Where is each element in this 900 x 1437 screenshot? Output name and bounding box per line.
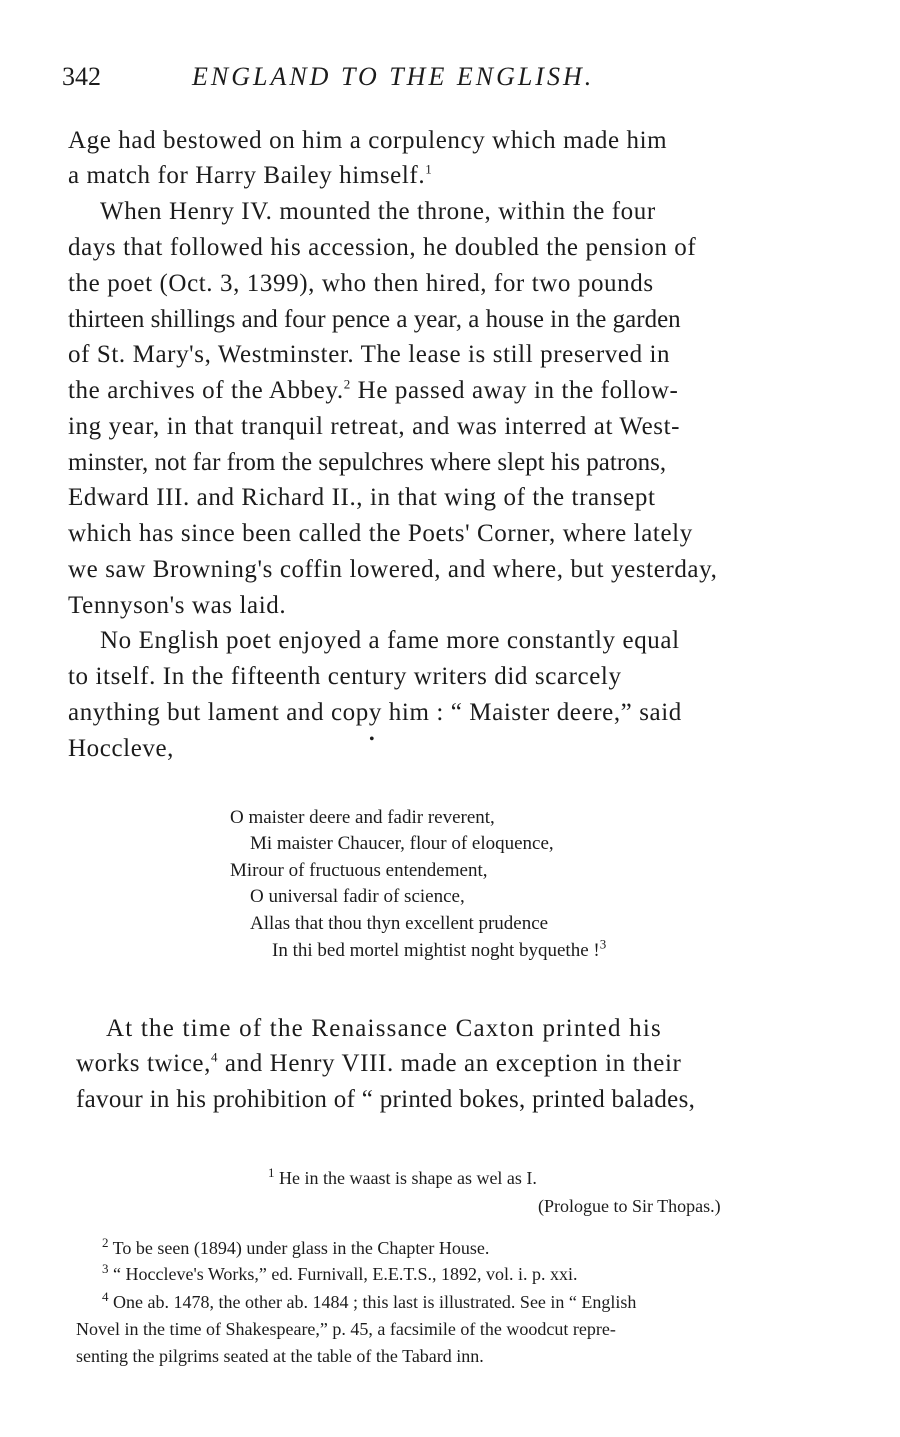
body-line: ing year, in that tranquil retreat, and was interred at West- <box>68 413 681 440</box>
body-line: anything but lament and copy him : “ Maister deere,” said <box>68 699 682 726</box>
footnote-4-continued: senting the pilgrims seated at the table of the Tabard inn. <box>76 1346 484 1366</box>
body-line: which has since been called the Poets' Corner, where lately <box>68 520 693 547</box>
body-line: Age had bestowed on him a corpulency which made him <box>68 127 668 154</box>
footnote-1-source: (Prologue to Sir Thopas.) <box>538 1196 721 1216</box>
verse-line: Mi maister Chaucer, flour of eloquence, <box>250 833 554 854</box>
body-line: we saw Browning's coffin lowered, and where, but yesterday, <box>68 556 718 583</box>
verse-line: Allas that thou thyn excellent prudence <box>250 913 549 934</box>
stray-mark: • <box>369 731 375 748</box>
body-line: the poet (Oct. 3, 1399), who then hired, for two pounds <box>68 270 654 297</box>
verse-line: Mirour of fructuous entendement, <box>230 860 488 881</box>
body-line: to itself. In the fifteenth century writers did scarcely <box>68 663 622 690</box>
verse-line: O maister deere and fadir reverent, <box>230 807 495 828</box>
footnote-3: $^3$ “ Hoccleve's Works,” ed. Furnivall, E.E.T.S., 1892, vol. i. p. xxi. <box>102 1261 578 1284</box>
paragraph-start-line: No English poet enjoyed a fame more constantly equal <box>100 627 680 654</box>
verse-line: O universal fadir of science, <box>250 886 465 907</box>
footnote-ref: 1 <box>425 161 433 177</box>
body-line: thirteen shillings and four pence a year, a house in the garden <box>68 306 681 333</box>
body-line: of St. Mary's, Westminster. The lease is still preserved in <box>68 341 671 368</box>
body-line: favour in his prohibition of “ printed bokes, printed balades, <box>76 1086 696 1113</box>
body-line: Hoccleve, <box>68 735 175 762</box>
body-line: Tennyson's was laid. <box>68 592 287 619</box>
footnote-ref: 2 <box>343 376 351 392</box>
body-line: a match for Harry Bailey himself.$^1$ <box>68 161 433 189</box>
footnote-4-continued: Novel in the time of Shakespeare,” p. 45, a facsimile of the woodcut repre- <box>76 1319 616 1339</box>
page-number: 342 <box>62 62 101 91</box>
verse-line: In thi bed mortel mightist noght byquethe !$^3$ <box>272 936 607 961</box>
running-title: ENGLAND TO THE ENGLISH. <box>192 62 595 91</box>
body-line: works twice,$^4$ and Henry VIII. made an exception in their <box>76 1049 682 1077</box>
body-line: the archives of the Abbey.$^2$ He passed away in the follow- <box>68 376 679 404</box>
body-line: Edward III. and Richard II., in that wing of the transept <box>68 484 656 511</box>
body-line: days that followed his accession, he doubled the pension of <box>68 234 697 261</box>
footnote-4: $^4$ One ab. 1478, the other ab. 1484 ; this last is illustrated. See in “ English <box>102 1289 637 1312</box>
footnote-ref: 4 <box>210 1049 219 1065</box>
body-line: minster, not far from the sepulchres where slept his patrons, <box>68 449 667 476</box>
footnote-ref: 3 <box>599 936 607 952</box>
footnote-1: $^1$ He in the waast is shape as wel as I. <box>268 1165 537 1188</box>
paragraph-start-line: When Henry IV. mounted the throne, within the four <box>100 198 656 225</box>
paragraph-start-line: At the time of the Renaissance Caxton printed his <box>106 1015 662 1042</box>
footnote-2: $^2$ To be seen (1894) under glass in the Chapter House. <box>102 1235 490 1258</box>
